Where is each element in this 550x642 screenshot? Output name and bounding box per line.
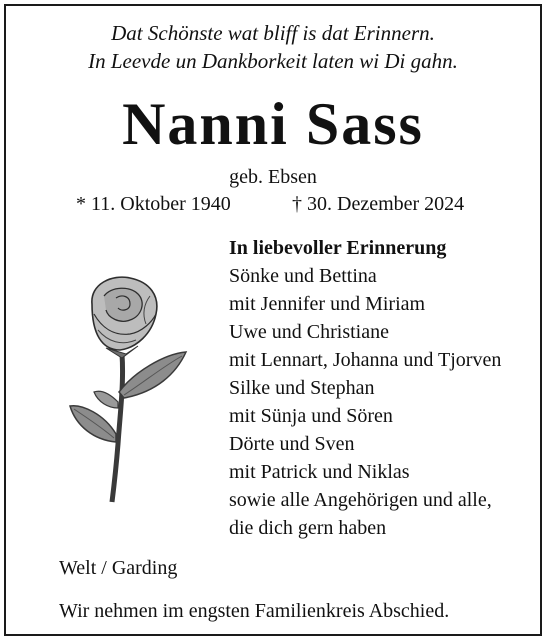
motto-line-2: In Leevde un Dankborkeit laten wi Di gahn. [88, 49, 458, 73]
death-date: † 30. Dezember 2024 [292, 193, 465, 215]
family-list [229, 234, 501, 542]
family-line: Uwe und Christiane [229, 321, 389, 343]
closing-note: Wir nehmen im engsten Familienkreis Abschied. [59, 600, 450, 622]
family-line: Sönke und Bettina [229, 265, 377, 287]
birth-date: * 11. Oktober 1940 [76, 193, 231, 215]
family-line: mit Patrick und Niklas [229, 461, 410, 483]
place: Welt / Garding [59, 557, 178, 579]
family-line: mit Sünja und Sören [229, 405, 393, 427]
deceased-name: Nanni Sass [122, 91, 424, 157]
rose-icon [64, 274, 194, 504]
family-line: Silke und Stephan [229, 377, 375, 399]
family-line: sowie alle Angehörigen und alle, [229, 489, 492, 511]
family-line: mit Lennart, Johanna und Tjorven [229, 349, 502, 371]
motto-line-1: Dat Schönste wat bliff is dat Erinnern. [111, 21, 435, 45]
family-line: die dich gern haben [229, 517, 387, 539]
family-line: Dörte und Sven [229, 433, 355, 455]
obituary-frame [4, 4, 542, 636]
born-name: geb. Ebsen [229, 166, 317, 188]
family-heading: In liebevoller Erinnerung [229, 237, 447, 259]
family-line: mit Jennifer und Miriam [229, 293, 426, 315]
